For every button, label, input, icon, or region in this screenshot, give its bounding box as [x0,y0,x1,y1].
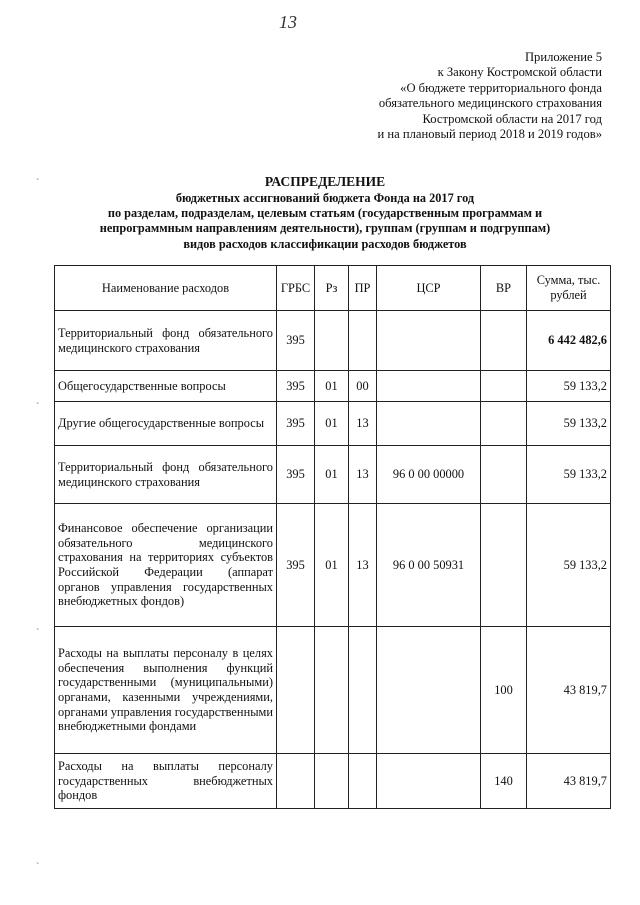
appendix-line: и на плановый период 2018 и 2019 годов» [377,127,602,142]
header-pr: ПР [349,266,377,311]
row-grbs: 395 [277,446,315,504]
appendix-line: обязательного медицинского страхования [378,96,602,111]
table-row [55,402,611,446]
row-sum: 6 442 482,6 [527,311,611,371]
row-pr: 13 [349,446,377,504]
row-vr: 100 [481,627,527,754]
row-rz [315,754,349,809]
row-rz: 01 [315,371,349,402]
header-rz: Рз [315,266,349,311]
row-name: Другие общегосударственные вопросы [55,402,277,446]
row-sum: 43 819,7 [527,627,611,754]
header-csr: ЦСР [377,266,481,311]
row-name: Расходы на выплаты персоналу в целях обеспечения выполнения функций государственными (муниципальными) органами, казенными учреждениями, органами управления государственными внебюджетными фондами [55,627,277,754]
row-rz: 01 [315,446,349,504]
table-row [55,446,611,504]
table-row [55,371,611,402]
table-row [55,311,611,371]
row-csr: 96 0 00 50931 [377,504,481,627]
row-pr [349,754,377,809]
row-grbs: 395 [277,311,315,371]
row-pr: 13 [349,504,377,627]
row-csr [377,311,481,371]
table-row [55,504,611,627]
row-grbs: 395 [277,402,315,446]
row-rz [315,311,349,371]
row-csr: 96 0 00 00000 [377,446,481,504]
header-grbs: ГРБС [277,266,315,311]
row-csr [377,371,481,402]
row-vr [481,504,527,627]
row-csr [377,402,481,446]
appendix-line: к Закону Костромской области [437,65,602,80]
row-sum: 59 133,2 [527,446,611,504]
header-sum: Сумма, тыс. рублей [527,266,611,311]
title-heading: РАСПРЕДЕЛЕНИЕ [264,174,386,189]
row-name: Территориальный фонд обязательного медицинского страхования [55,311,277,371]
row-sum: 59 133,2 [527,402,611,446]
appendix-note [262,50,602,142]
row-pr [349,311,377,371]
table-header-row [55,266,611,311]
row-pr: 00 [349,371,377,402]
title-line: бюджетных ассигнований бюджета Фонда на 2017 год [175,191,475,205]
row-vr [481,371,527,402]
row-vr [481,311,527,371]
row-name: Расходы на выплаты персоналу государственных внебюджетных фондов [55,754,277,809]
margin-tick: ˋ [36,628,40,639]
title-line: видов расходов классификации расходов бюджетов [183,236,467,251]
title-line: непрограммным направлениям деятельности), группам (группам и подгруппам) [99,221,551,236]
margin-tick: ˋ [36,178,40,189]
row-sum: 59 133,2 [527,504,611,627]
row-name: Территориальный фонд обязательного медицинского страхования [55,446,277,504]
appendix-line: Приложение 5 [524,50,602,64]
page-number: 13 [279,12,297,32]
row-rz [315,627,349,754]
row-pr: 13 [349,402,377,446]
row-sum: 43 819,7 [527,754,611,809]
row-sum: 59 133,2 [527,371,611,402]
row-name: Финансовое обеспечение организации обязательного медицинского страхования на территориях субъектов Российской Федерации (аппарат органов управления государственных внебюджетных фондов) [55,504,277,627]
row-csr [377,754,481,809]
margin-tick: ˋ [36,402,40,413]
row-vr [481,446,527,504]
table-row [55,627,611,754]
budget-table [54,265,611,809]
row-grbs [277,627,315,754]
row-name: Общегосударственные вопросы [55,371,277,402]
appendix-line: Костромской области на 2017 год [422,111,602,126]
row-rz: 01 [315,402,349,446]
row-rz: 01 [315,504,349,627]
appendix-line: «О бюджете территориального фонда [400,80,602,95]
margin-tick: ˋ [36,862,40,873]
row-vr [481,402,527,446]
row-csr [377,627,481,754]
row-pr [349,627,377,754]
header-name: Наименование расходов [55,266,277,311]
title-line: по разделам, подразделам, целевым статьям (государственным программам и [107,206,543,221]
document-title [40,173,610,252]
row-grbs: 395 [277,371,315,402]
header-vr: ВР [481,266,527,311]
row-vr: 140 [481,754,527,809]
table-row [55,754,611,809]
row-grbs: 395 [277,504,315,627]
row-grbs [277,754,315,809]
